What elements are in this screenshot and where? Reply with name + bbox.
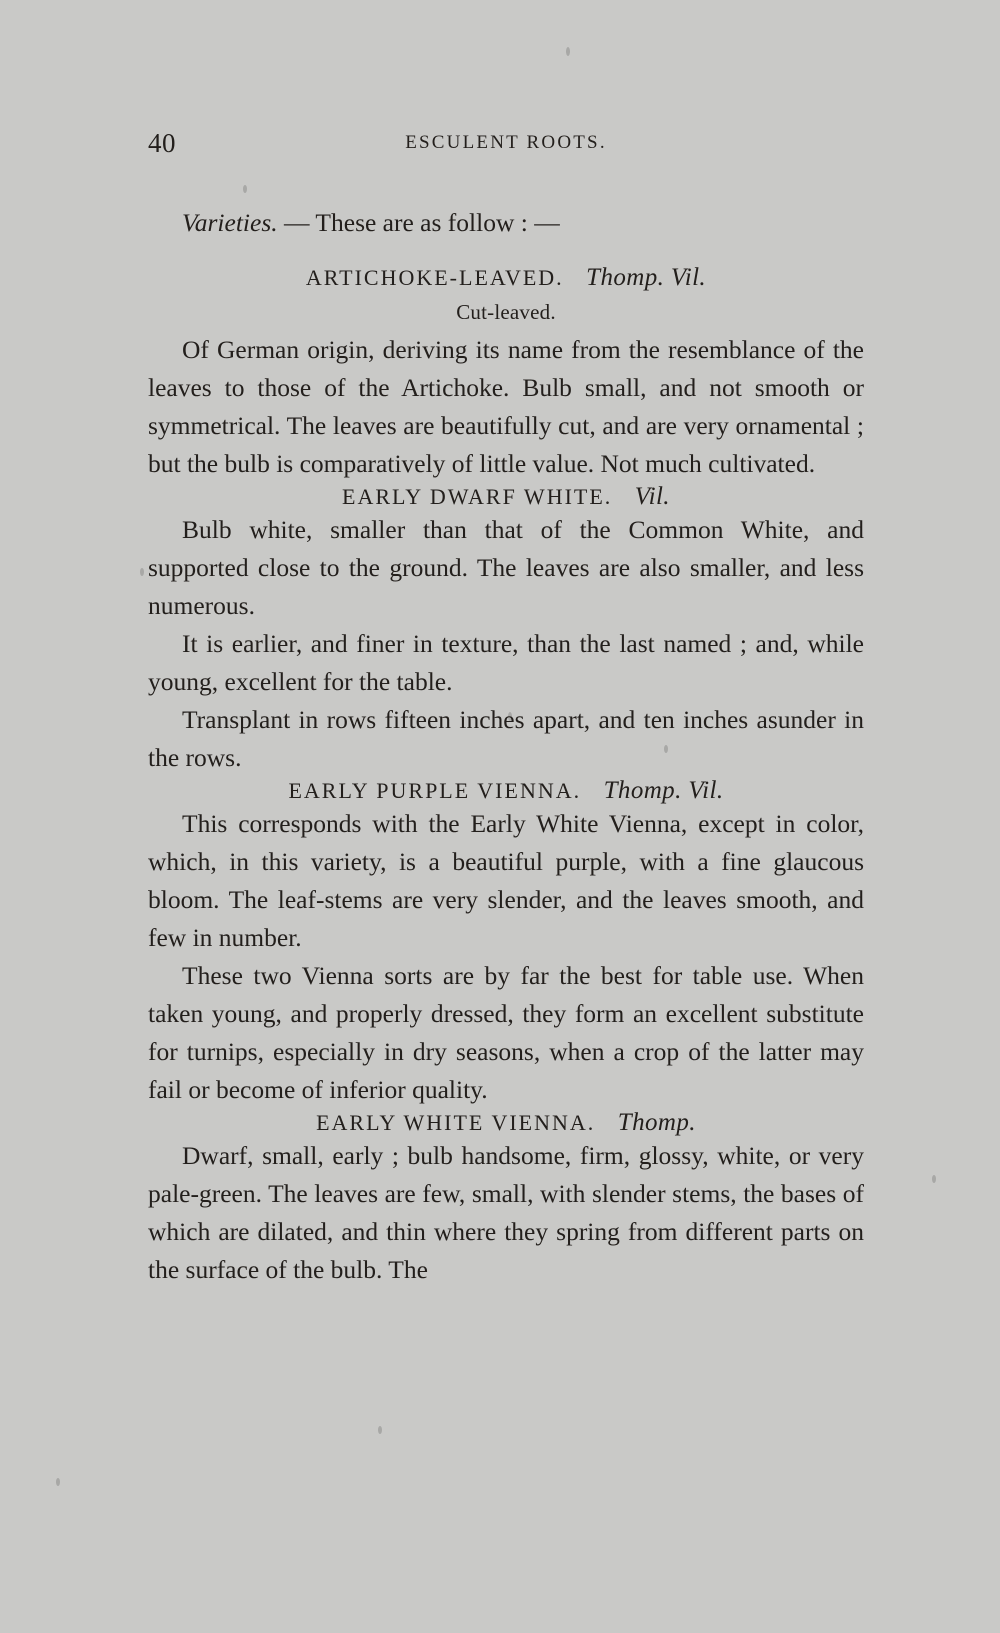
paper-speck — [56, 1478, 60, 1486]
paragraph: Dwarf, small, early ; bulb handsome, firm, glossy, white, or very pale-green. The leaves are few, small, with slender stems, the bases of which are dilated, and thin where they spring from different parts on the surface of the bulb. The — [148, 1141, 864, 1284]
paper-speck — [140, 568, 144, 576]
paper-speck — [566, 47, 570, 56]
paragraph: Transplant in rows fifteen inches apart, and ten inches asunder in the rows. — [148, 705, 864, 772]
entry-authority: Vil. — [634, 483, 670, 510]
varieties-line — [148, 204, 864, 242]
running-head — [148, 128, 864, 170]
paragraph: Of German origin, deriving its name from the resemblance of the leaves to those of the Artichoke. Bulb small, and not smooth or symmetrical. The leaves are beautifully cut, and are very ornamental ; but the bulb is comparatively of little value. Not much cultivated. — [148, 335, 864, 478]
entry-title: ARTICHOKE-LEAVED. — [305, 265, 564, 290]
entry-authority: Thomp. — [617, 1109, 696, 1136]
entry-subhead: Cut-leaved. — [456, 300, 556, 324]
varieties-label: Varieties. — [182, 208, 278, 237]
entry-heading — [148, 777, 864, 805]
varieties-text: These are as follow : — — [315, 208, 560, 237]
entry-heading — [148, 264, 864, 292]
varieties-dash: — — [277, 208, 316, 237]
entry-authority: Thomp. Vil. — [586, 264, 707, 291]
entry-title: EARLY DWARF WHITE. — [342, 484, 613, 509]
entry-authority: Thomp. Vil. — [603, 777, 724, 804]
entry-title: EARLY PURPLE VIENNA. — [288, 778, 582, 803]
page-number: 40 — [148, 128, 176, 158]
paragraph: These two Vienna sorts are by far the best for table use. When taken young, and properly dressed, they form an excellent substitute for turnips, especially in dry seasons, when a crop of the latter may fail or become of inferior quality. — [148, 961, 864, 1104]
paragraph: This corresponds with the Early White Vienna, except in color, which, in this variety, is a beautiful purple, with a fine glaucous bloom. The leaf-stems are very slender, and the leaves smooth, and few in number. — [148, 809, 864, 952]
paper-speck — [378, 1426, 382, 1434]
paragraph: It is earlier, and finer in texture, than the last named ; and, while young, excellent for the table. — [148, 629, 864, 696]
paragraph: Bulb white, smaller than that of the Common White, and supported close to the ground. The leaves are also smaller, and less numerous. — [148, 515, 864, 620]
entry-heading — [148, 483, 864, 511]
paper-speck — [932, 1175, 936, 1183]
running-head-title: ESCULENT ROOTS. — [405, 132, 607, 153]
entry-heading — [148, 1109, 864, 1137]
entry-title: EARLY WHITE VIENNA. — [316, 1110, 596, 1135]
page-content — [148, 128, 864, 1289]
